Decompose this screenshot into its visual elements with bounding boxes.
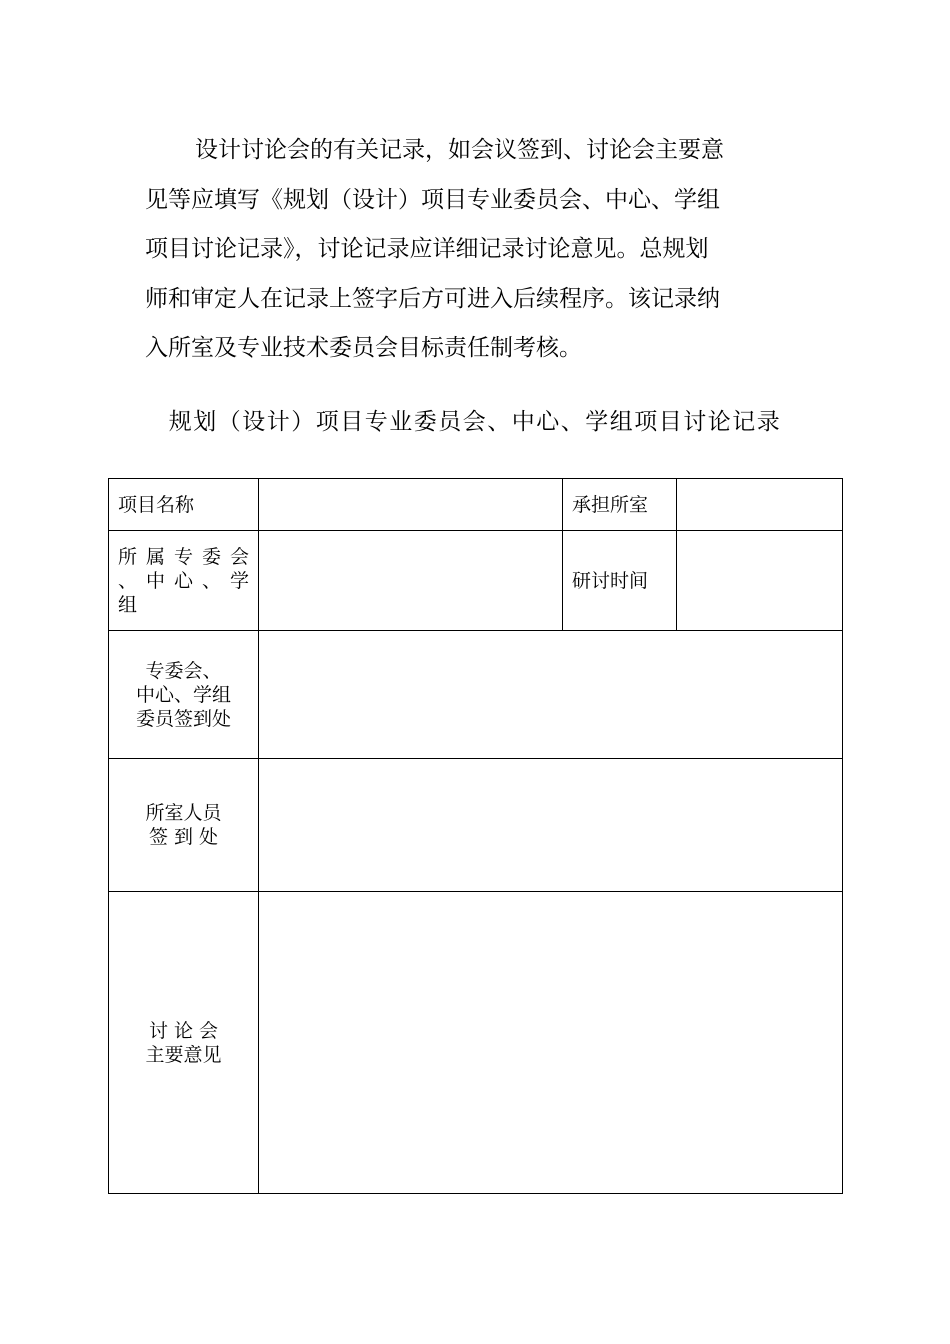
discussion-time-field[interactable] [677, 531, 843, 631]
intro-line: 项目讨论记录》，讨论记录应详细记录讨论意见。总规划 [145, 236, 709, 262]
intro-line: 入所室及专业技术委员会目标责任制考核。 [145, 335, 582, 361]
intro-line: 师和审定人在记录上签字后方可进入后续程序。该记录纳 [145, 285, 720, 312]
table-row [109, 892, 843, 1194]
table-row [109, 759, 843, 892]
main-opinions-label-line: 讨 论 会 [148, 1019, 219, 1042]
member-signin-label-line: 委员签到处 [135, 707, 231, 730]
member-signin-label-line: 中心、学组 [135, 683, 231, 706]
intro-line: 设计讨论会的有关记录，如会议签到、讨论会主要意 [195, 137, 724, 163]
office-staff-signin-label [109, 759, 259, 892]
main-opinions-field[interactable] [259, 892, 843, 1194]
member-signin-field[interactable] [259, 631, 843, 759]
project-name-field[interactable] [259, 479, 563, 531]
main-opinions-label [109, 892, 259, 1194]
office-staff-signin-label-line: 所室人员 [145, 802, 222, 824]
member-signin-label [109, 631, 259, 759]
form-title: 规划（设计）项目专业委员会、中心、学组项目讨论记录 [168, 409, 782, 435]
undertaking-office-field[interactable] [677, 479, 843, 531]
undertaking-office-label: 承担所室 [563, 479, 677, 531]
intro-paragraph [145, 126, 795, 374]
table-row [109, 479, 843, 531]
member-signin-label-line: 专委会、 [145, 659, 222, 682]
discussion-record-table [108, 478, 843, 1194]
project-name-label: 项目名称 [109, 479, 259, 531]
office-staff-signin-label-line: 签 到 处 [148, 826, 219, 848]
discussion-time-label: 研讨时间 [563, 531, 677, 631]
table-row [109, 631, 843, 759]
affiliated-committee-label: 所 属 专 委 会 、 中 心 、 学组 [109, 531, 259, 631]
main-opinions-label-line: 主要意见 [145, 1043, 222, 1066]
office-staff-signin-field[interactable] [259, 759, 843, 892]
table-row [109, 531, 843, 631]
intro-line: 见等应填写《规划（设计）项目专业委员会、中心、学组 [145, 186, 720, 213]
affiliated-committee-field[interactable] [259, 531, 563, 631]
